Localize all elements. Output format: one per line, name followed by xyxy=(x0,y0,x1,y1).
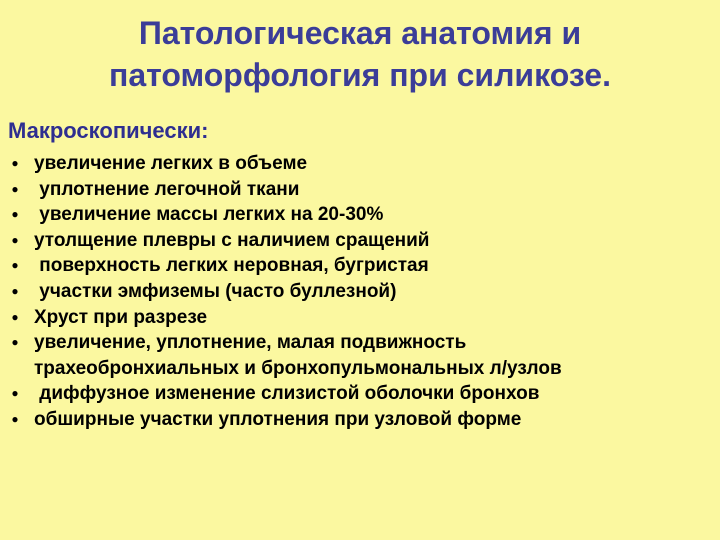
list-item xyxy=(8,305,713,331)
bullet-icon: ● xyxy=(11,207,19,222)
list-item xyxy=(8,253,713,279)
slide-title xyxy=(0,12,720,96)
bullet-icon: ● xyxy=(11,335,19,350)
list-item-text: увеличение, уплотнение, малая подвижность xyxy=(34,332,467,354)
list-item-text-continuation: трахеобронхиальных и бронхопульмональных л/узлов xyxy=(34,357,562,379)
bullet-icon: ● xyxy=(11,309,19,324)
list-item-text: диффузное изменение слизистой оболочки бронхов xyxy=(34,383,540,405)
list-item xyxy=(8,151,713,177)
bullet-icon: ● xyxy=(11,386,19,401)
bullet-icon: ● xyxy=(11,181,19,196)
title-line-2: патоморфология при силикозе. xyxy=(109,57,611,93)
bullet-icon: ● xyxy=(11,283,19,298)
list-item xyxy=(8,279,713,305)
list-item-text: поверхность легких неровная, бугристая xyxy=(34,255,429,277)
list-item-text: уплотнение легочной ткани xyxy=(34,178,300,200)
bullet-icon: ● xyxy=(11,411,19,426)
bullet-icon: ● xyxy=(11,258,19,273)
list-item-text: увеличение массы легких на 20-30% xyxy=(34,204,384,226)
title-line-1: Патологическая анатомия и xyxy=(138,15,582,51)
bullet-icon: ● xyxy=(11,156,19,170)
bullet-icon: ● xyxy=(11,232,19,247)
list-item xyxy=(8,381,713,407)
list-item-text: увеличение легких в объеме xyxy=(34,153,308,174)
bullet-list xyxy=(8,151,713,433)
list-item-text: обширные участки уплотнения при узловой форме xyxy=(34,408,522,430)
list-item xyxy=(8,202,713,228)
list-item xyxy=(8,407,713,433)
list-item-text: Хруст при разрезе xyxy=(34,306,208,328)
subtitle: Макроскопически: xyxy=(8,118,209,143)
list-item-text: участки эмфиземы (часто буллезной) xyxy=(34,280,397,302)
list-item xyxy=(8,228,713,254)
list-item xyxy=(8,177,713,203)
list-item-text: утолщение плевры с наличием сращений xyxy=(34,229,430,251)
list-item xyxy=(8,330,713,381)
